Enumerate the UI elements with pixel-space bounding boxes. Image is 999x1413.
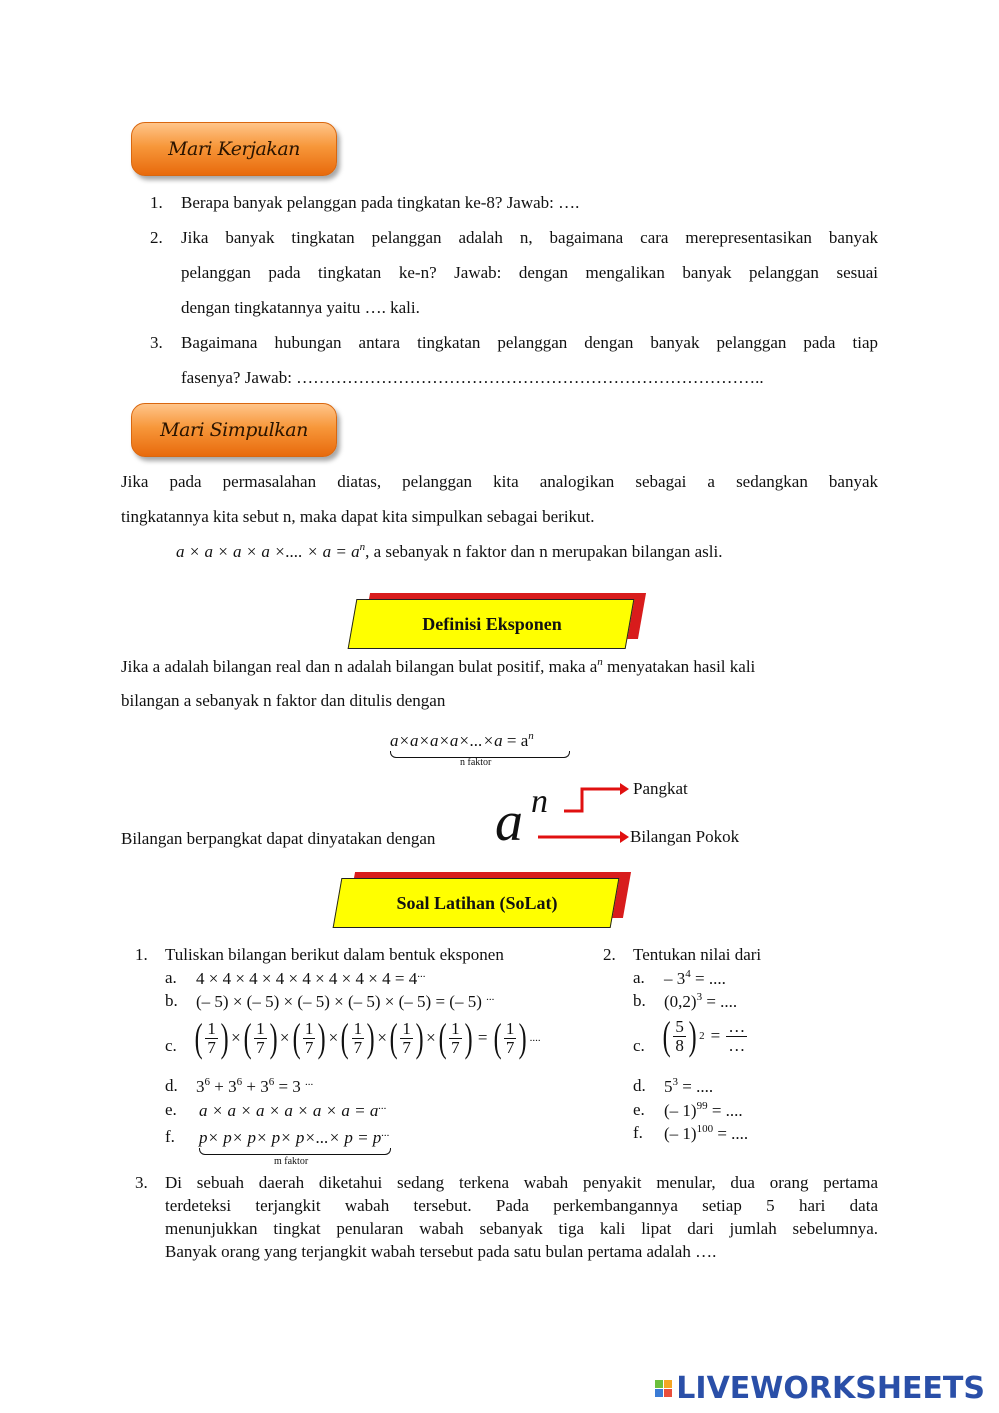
logo-block xyxy=(655,1389,663,1397)
q2e-post: = .... xyxy=(707,1101,743,1120)
q2a-exp: 4 xyxy=(685,968,691,980)
solat-q2e-label: e. xyxy=(633,1100,645,1119)
solat-q2-number: 2. xyxy=(603,945,616,964)
solat-q1a-text: 4 × 4 × 4 × 4 × 4 × 4 × 4 × 4 = 4 xyxy=(196,969,418,988)
solat-q1-number: 1. xyxy=(135,945,148,964)
solat-title: Soal Latihan (SoLat) xyxy=(396,892,558,913)
definisi-line1-b: menyatakan hasil kali xyxy=(602,657,756,676)
solat-q1f xyxy=(199,1127,390,1148)
solat-q1b-text: (– 5) × (– 5) × (– 5) × (– 5) × (– 5) = (– 5) xyxy=(196,992,482,1011)
solat-q1f-label: f. xyxy=(165,1127,175,1146)
arrow-pangkat-head xyxy=(620,783,629,795)
mari-kerjakan-label: Mari Kerjakan xyxy=(168,138,300,160)
solat-q1f-text: p× p× p× p× p×...× p = p xyxy=(199,1128,382,1147)
arrow-pokok-head xyxy=(620,831,629,843)
mari-kerjakan-badge xyxy=(131,122,337,176)
definisi-line2: bilangan a sebanyak n faktor dan ditulis dengan xyxy=(121,691,446,710)
mari-simpulkan-label: Mari Simpulkan xyxy=(160,419,308,441)
simpulkan-line2: tingkatannya kita sebut n, maka dapat kita simpulkan sebagai berikut. xyxy=(121,507,595,526)
q1d-exp: ... xyxy=(305,1076,314,1088)
solat-q1a-label: a. xyxy=(165,968,177,987)
solat-q1e-label: e. xyxy=(165,1100,177,1119)
definisi-banner xyxy=(352,599,652,651)
q1c-times: × xyxy=(328,1028,339,1047)
solat-q1b-label: b. xyxy=(165,991,178,1010)
q2e-exp: 99 xyxy=(696,1100,708,1112)
solat-q1f-brace xyxy=(199,1148,391,1155)
q2b-pre: (0,2) xyxy=(664,992,697,1011)
q1c-times: × xyxy=(231,1028,241,1047)
logo-block xyxy=(664,1380,672,1388)
solat-q1b xyxy=(196,991,494,1012)
solat-q2f xyxy=(664,1123,748,1144)
solat-q1-title: Tuliskan bilangan berikut dalam bentuk eksponen xyxy=(165,945,504,964)
bilangan-pokok-label: Bilangan Pokok xyxy=(630,827,740,846)
solat-q2a-label: a. xyxy=(633,968,645,987)
solat-q2-title: Tentukan nilai dari xyxy=(633,945,762,964)
pangkat-label: Pangkat xyxy=(633,779,688,798)
solat-q2c: ( $\frac{5}{8}$ ) 2 = $\frac{\dots}{\dots}$ xyxy=(660,1016,747,1056)
definisi-eq-under: n faktor xyxy=(460,757,492,768)
solat-banner xyxy=(337,878,637,930)
solat-q1c-label: c. xyxy=(165,1036,177,1055)
solat-q2e xyxy=(664,1100,743,1121)
simpulkan-formula-exp: n xyxy=(359,541,366,553)
definisi-eq-right: = a xyxy=(506,731,529,750)
q1c-equals: = xyxy=(477,1028,488,1047)
definisi-line1-exp: n xyxy=(597,656,603,668)
q1c-fraction: ( $\frac{1}{7}$ ) xyxy=(389,1015,424,1060)
q2a-post: = .... xyxy=(690,969,726,988)
kerjakan-q3-line2: fasenya? Jawab: ……………………………………………………………………….. xyxy=(181,368,764,387)
solat-q1f-under: m faktor xyxy=(274,1156,309,1167)
q1d-exp3: 6 xyxy=(268,1076,275,1088)
kerjakan-q3-number: 3. xyxy=(150,333,163,352)
solat-q1d-label: d. xyxy=(165,1076,178,1095)
q1c-times: × xyxy=(279,1028,290,1047)
definisi-title: Definisi Eksponen xyxy=(422,613,562,634)
q1d-exp2: 6 xyxy=(236,1076,243,1088)
solat-q2d-label: d. xyxy=(633,1076,646,1095)
solat-q1a xyxy=(196,968,425,989)
q2c-rden: … xyxy=(728,1035,746,1055)
solat-q1d: $3^6 + 3^6 + 3^6 = 3$ ... xyxy=(196,1076,314,1096)
q2f-exp: 100 xyxy=(696,1123,714,1135)
solat-q3-line1: Di sebuah daerah diketahui sedang terkena wabah penyakit menular, dua orang pertama xyxy=(165,1173,878,1192)
q2d-pre: 5 xyxy=(664,1077,673,1096)
q2d-exp: 3 xyxy=(672,1076,678,1088)
kerjakan-q2-line1: Jika banyak tingkatan pelanggan adalah n, bagaimana cara merepresentasikan banyak xyxy=(181,228,878,247)
kerjakan-q1-text: Berapa banyak pelanggan pada tingkatan ke-8? Jawab: …. xyxy=(181,193,580,212)
definisi-line1 xyxy=(121,656,878,677)
q1c-fraction: ( $\frac{1}{7}$ ) xyxy=(194,1015,229,1060)
q2c-rnum: … xyxy=(728,1016,746,1036)
q2e-pre: (– 1) xyxy=(664,1101,697,1120)
q1c-fraction: ( $\frac{1}{7}$ ) xyxy=(438,1015,473,1060)
solat-q1e-text: a × a × a × a × a × a = a xyxy=(199,1101,379,1120)
big-a: a xyxy=(495,791,523,853)
q1d-base2: 3 xyxy=(228,1077,237,1096)
kerjakan-q2-line2: pelanggan pada tingkatan ke-n? Jawab: dengan mengalikan banyak pelanggan sesuai xyxy=(181,263,878,282)
q1c-fraction: ( $\frac{1}{7}$ ) xyxy=(340,1015,375,1060)
q2d-post: = .... xyxy=(678,1077,714,1096)
q2c-den: 8 xyxy=(675,1035,684,1055)
kerjakan-q1-number: 1. xyxy=(150,193,163,212)
solat-q3-number: 3. xyxy=(135,1173,148,1192)
big-n: n xyxy=(531,783,548,820)
logo-blocks-icon xyxy=(655,1380,672,1397)
solat-q2d xyxy=(664,1076,713,1097)
simpulkan-formula-right: , a sebanyak n faktor dan n merupakan bilangan asli. xyxy=(365,542,723,561)
q1c-fraction: ( $\frac{1}{7}$ ) xyxy=(493,1015,527,1060)
solat-q1b-exp: ... xyxy=(486,991,495,1003)
solat-q1e xyxy=(199,1100,387,1121)
simpulkan-formula-left: a × a × a × a ×.... × a = a xyxy=(176,542,360,561)
solat-q2f-label: f. xyxy=(633,1123,643,1142)
q1d-exp1: 6 xyxy=(204,1076,210,1088)
q1c-times: × xyxy=(377,1028,387,1047)
solat-q1a-exp: ... xyxy=(417,968,426,980)
logo-block xyxy=(655,1380,663,1388)
liveworksheets-logo[interactable] xyxy=(655,1371,985,1406)
berpangkat-text: Bilangan berpangkat dapat dinyatakan dengan xyxy=(121,829,436,848)
solat-q2c-label: c. xyxy=(633,1036,645,1055)
definisi-line1-a: Jika a adalah bilangan real dan n adalah bilangan bulat positif, maka a xyxy=(121,657,598,676)
definisi-eq-left: a×a×a×a×...×a xyxy=(390,731,503,750)
solat-q2b-label: b. xyxy=(633,991,646,1010)
kerjakan-q3-line1: Bagaimana hubungan antara tingkatan pelanggan dengan banyak pelanggan pada tiap xyxy=(181,333,878,352)
q2c-paren: ( $\frac{5}{8}$ ) xyxy=(662,1013,697,1058)
q2c-num: 5 xyxy=(675,1016,684,1036)
q1c-fraction: ( $\frac{1}{7}$ ) xyxy=(292,1015,326,1060)
logo-text: LIVEWORKSHEETS xyxy=(676,1371,985,1406)
q1c-exp: .... xyxy=(529,1032,541,1044)
q2f-post: = .... xyxy=(713,1124,749,1143)
q2b-exp: 3 xyxy=(696,991,703,1003)
q2f-pre: (– 1) xyxy=(664,1124,697,1143)
solat-q3-line2: terdeteksi terjangkit wabah tersebut. Pada perkembangannya setiap 5 hari data xyxy=(165,1196,878,1215)
solat-q2b xyxy=(664,991,737,1012)
logo-block xyxy=(664,1389,672,1397)
solat-q1f-exp: ... xyxy=(381,1127,390,1139)
solat-q3-line3: menunjukkan tingkat penularan wabah sebanyak tiga kali lipat dari jumlah sebelumnya. xyxy=(165,1219,878,1238)
mari-simpulkan-badge xyxy=(131,403,337,457)
q2b-post: = .... xyxy=(702,992,738,1011)
q1c-times: × xyxy=(426,1028,436,1047)
definisi-eq-exp: n xyxy=(528,730,534,742)
q2c-exp: 2 xyxy=(699,1030,705,1042)
arrows-diagram xyxy=(530,775,630,845)
solat-q2a xyxy=(664,968,726,989)
q1c-fraction: ( $\frac{1}{7}$ ) xyxy=(243,1015,278,1060)
q1d-base3: 3 xyxy=(260,1077,269,1096)
q1d-base1: 3 xyxy=(196,1077,205,1096)
q2a-pre: – 3 xyxy=(664,969,686,988)
simpulkan-line1: Jika pada permasalahan diatas, pelanggan kita analogikan sebagai a sedangkan banyak xyxy=(121,472,878,491)
kerjakan-q2-line3: dengan tingkatannya yaitu …. kali. xyxy=(181,298,420,317)
solat-q3-line4: Banyak orang yang terjangkit wabah tersebut pada satu bulan pertama adalah …. xyxy=(165,1242,717,1261)
q1d-rhs: = 3 xyxy=(278,1077,301,1096)
solat-q1c xyxy=(192,1015,541,1060)
simpulkan-formula xyxy=(176,541,722,562)
definisi-equation xyxy=(390,730,534,751)
arrow-pangkat xyxy=(564,789,620,811)
solat-q1e-exp: ... xyxy=(378,1100,387,1112)
kerjakan-q2-number: 2. xyxy=(150,228,163,247)
